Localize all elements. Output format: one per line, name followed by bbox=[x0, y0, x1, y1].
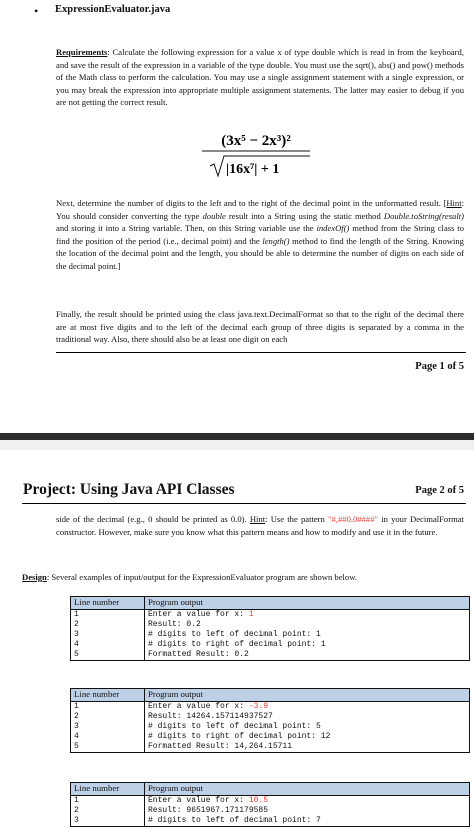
output-line: Formatted Result: 0.2 bbox=[148, 649, 249, 659]
math-formula bbox=[196, 126, 316, 182]
pattern-paragraph bbox=[56, 513, 464, 538]
program-output-cell bbox=[145, 702, 470, 753]
table-body bbox=[71, 610, 470, 661]
output-line: # digits to left of decimal point: 5 bbox=[148, 721, 321, 731]
final-paragraph: Finally, the result should be printed using the class java.text.DecimalFormat so that to the right of the decimal there are at most five digits and to the left of the decimal each group of three digits is separated by a comma in the traditional way. Also, there should also be at least one digit on each bbox=[56, 309, 464, 345]
user-input-value: 10.5 bbox=[248, 796, 269, 805]
next-italic-3: indexOf() bbox=[316, 223, 350, 234]
page-number: Page 1 of 5 bbox=[415, 361, 464, 372]
line-number: 3 bbox=[74, 815, 79, 825]
line-number: 2 bbox=[74, 805, 79, 815]
design-label: Design bbox=[22, 572, 47, 582]
line-number-cell bbox=[71, 702, 145, 753]
table-header-row bbox=[71, 689, 470, 702]
output-text: Enter a value for x: bbox=[148, 610, 249, 619]
hint-label-2: Hint bbox=[249, 514, 266, 524]
next-text-4: and storing it into a String variable. Then, on this String variable use the bbox=[56, 223, 317, 234]
output-line: Result: 0.2 bbox=[148, 619, 201, 629]
page-gap bbox=[0, 440, 474, 450]
requirements-text: : Calculate the following expression for a value x of type double which is read in from the keyboard, and save the result of the expression in a variable of the type double. You must use the sqrt(), abs() and pow() methods of the Math class to perform the calculation. You may use a single assignment statement with a single expression, or you may break the expression into appropriate multiple assignment statements. The latter may easier to debug if you are not getting the correct result. bbox=[56, 47, 464, 108]
program-output-cell bbox=[145, 610, 470, 661]
line-number: 1 bbox=[74, 610, 79, 619]
page-separator bbox=[0, 433, 474, 440]
next-text-2: : You should consider converting the type bbox=[56, 198, 464, 221]
output-text: Enter a value for x: bbox=[148, 796, 249, 805]
next-italic-4: length() bbox=[262, 235, 290, 246]
project-title: Project: Using Java API Classes bbox=[23, 481, 235, 498]
io-example-table bbox=[70, 688, 470, 753]
next-text-1: Next, determine the number of digits to the left and to the right of the decimal point in the unformatted result. [ bbox=[56, 198, 447, 208]
output-line bbox=[148, 702, 466, 712]
line-number: 5 bbox=[74, 649, 79, 659]
io-example-table bbox=[70, 782, 470, 827]
line-number: 2 bbox=[74, 619, 79, 629]
pattern-code: "#,##0.0####" bbox=[328, 514, 379, 524]
side-text-3: in your DecimalFormat constructor. However, make sure you know what this pattern means and how to modify and use it in the future. bbox=[56, 514, 464, 537]
side-text-1: side of the decimal (e.g., 0 should be printed as 0.0). bbox=[56, 514, 250, 524]
program-output-cell bbox=[145, 796, 470, 827]
line-number: 5 bbox=[74, 741, 79, 751]
col-program-output: Program output bbox=[145, 597, 470, 610]
design-paragraph bbox=[22, 571, 466, 583]
document-page-1 bbox=[0, 0, 474, 412]
output-line bbox=[148, 610, 466, 620]
next-paragraph bbox=[56, 197, 464, 273]
output-text: Enter a value for x: bbox=[148, 702, 249, 711]
line-number: 3 bbox=[74, 629, 79, 639]
table-header-row bbox=[71, 783, 470, 796]
line-number: 2 bbox=[74, 711, 79, 721]
line-number: 4 bbox=[74, 731, 79, 741]
user-input-value: -3.9 bbox=[248, 702, 269, 711]
footer-rule bbox=[56, 352, 466, 353]
line-number-cell bbox=[71, 796, 145, 827]
next-text-5: method from the String class to find the position of the period (i.e., decimal point) and the bbox=[56, 223, 464, 246]
output-line: # digits to left of decimal point: 1 bbox=[148, 629, 321, 639]
next-text-3: result into a String using the static method bbox=[225, 210, 384, 221]
bullet-marker: • bbox=[34, 4, 39, 18]
page-number-2: Page 2 of 5 bbox=[415, 485, 464, 496]
col-line-number: Line number bbox=[71, 689, 145, 702]
col-line-number: Line number bbox=[71, 597, 145, 610]
file-title: ExpressionEvaluator.java bbox=[55, 4, 171, 15]
table-body bbox=[71, 796, 470, 827]
line-number: 4 bbox=[74, 639, 79, 649]
user-input-value: 1 bbox=[248, 610, 254, 619]
output-line: # digits to left of decimal point: 7 bbox=[148, 815, 321, 825]
line-number: 3 bbox=[74, 721, 79, 731]
output-line: Formatted Result: 14,264.15711 bbox=[148, 741, 293, 751]
line-number: 1 bbox=[74, 702, 79, 711]
col-program-output: Program output bbox=[145, 783, 470, 796]
side-text-2: : Use the pattern bbox=[265, 514, 329, 524]
io-example-table bbox=[70, 596, 470, 661]
next-italic-2: Double.toString(result) bbox=[383, 210, 464, 221]
hint-label: Hint bbox=[446, 198, 462, 208]
col-program-output: Program output bbox=[145, 689, 470, 702]
header-rule bbox=[22, 503, 466, 504]
design-text: : Several examples of input/output for the ExpressionEvaluator program are shown below. bbox=[46, 572, 358, 582]
requirements-label: Requirements bbox=[56, 47, 108, 57]
output-line: Result: 14264.157114937527 bbox=[148, 711, 273, 721]
output-line: # digits to right of decimal point: 1 bbox=[148, 639, 326, 649]
table-body bbox=[71, 702, 470, 753]
requirements-paragraph bbox=[56, 46, 464, 109]
next-italic-1: double bbox=[202, 210, 226, 221]
table-header-row bbox=[71, 597, 470, 610]
output-line: Result: 9651967.171179585 bbox=[148, 805, 269, 815]
output-line bbox=[148, 796, 466, 806]
line-number-cell bbox=[71, 610, 145, 661]
line-number: 1 bbox=[74, 796, 79, 805]
next-text-6: method to find the length of the String. Knowing the location of the decimal point and the length, you should be able to determine the number of digits on each side of the decimal point.] bbox=[56, 235, 464, 271]
col-line-number: Line number bbox=[71, 783, 145, 796]
output-line: # digits to right of decimal point: 12 bbox=[148, 731, 331, 741]
formula-numerator: (3x⁵ − 2x³)² bbox=[221, 133, 291, 149]
formula-denominator: |16x⁷| + 1 bbox=[226, 162, 280, 177]
